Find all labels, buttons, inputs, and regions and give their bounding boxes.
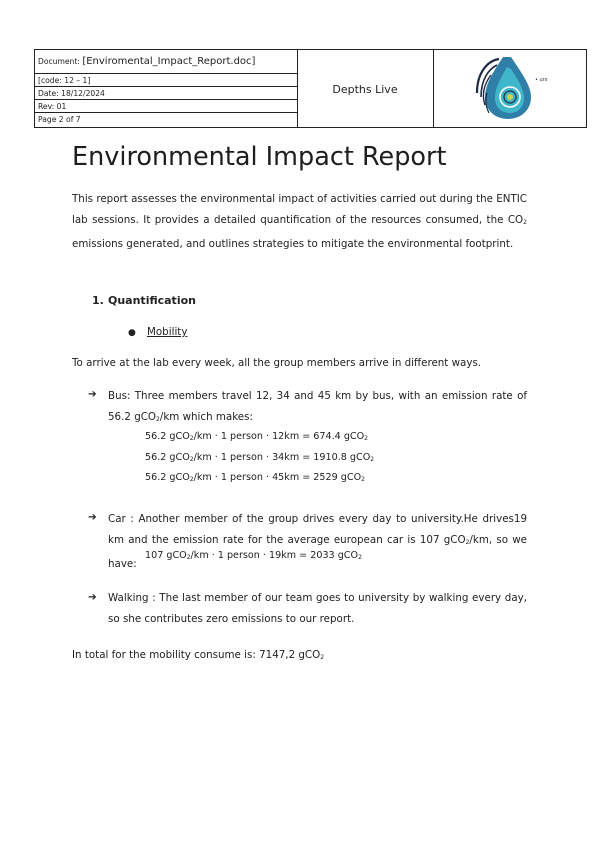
calc-subscript: 2 xyxy=(189,456,194,463)
arrow-icon: ➔ xyxy=(88,388,97,400)
calc-part: 107 gCO xyxy=(145,550,187,561)
mobility-intro: To arrive at the lab every week, all the group members arrive in different ways. xyxy=(72,357,482,369)
total-subscript: 2 xyxy=(320,654,325,661)
document-header-table xyxy=(34,49,587,128)
mobility-total xyxy=(72,649,324,661)
bus-paragraph xyxy=(108,386,527,431)
document-name: [Enviromental_Impact_Report.doc] xyxy=(82,56,256,67)
arrow-icon: ➔ xyxy=(88,591,97,603)
car-paragraph xyxy=(108,509,527,575)
bus-text-end: /km which makes: xyxy=(159,411,253,424)
calc-subscript: 2 xyxy=(370,456,375,463)
document-revision: Rev: 01 xyxy=(35,100,297,113)
bus-calculation xyxy=(145,472,365,483)
calc-part: /km · 1 person · 34km = 1910.8 gCO xyxy=(193,452,371,463)
organization-column xyxy=(297,50,434,127)
intro-subscript: 2 xyxy=(523,219,527,227)
logo-column xyxy=(433,50,586,127)
car-calculation xyxy=(145,550,362,561)
section-title: Quantification xyxy=(108,294,196,307)
calc-subscript: 2 xyxy=(189,435,194,442)
page-title: Environmental Impact Report xyxy=(72,142,447,172)
calc-subscript: 2 xyxy=(358,554,362,561)
document-label: Document: xyxy=(38,57,83,66)
document-date: Date: 18/12/2024 xyxy=(35,87,297,100)
page-number: Page 2 of 7 xyxy=(38,115,81,124)
car-subscript: 2 xyxy=(465,539,470,547)
section-number: 1. xyxy=(92,294,104,307)
calc-subscript: 2 xyxy=(364,435,368,442)
subsection-label: Mobility xyxy=(147,326,188,338)
bus-subscript: 2 xyxy=(156,416,160,424)
organization-name: Depths Live xyxy=(332,83,398,96)
arrow-icon: ➔ xyxy=(88,511,97,523)
depths-live-logo-icon xyxy=(473,53,549,123)
subsection-bullet xyxy=(128,326,187,338)
calc-part: 56.2 gCO xyxy=(145,431,190,442)
bus-calculation xyxy=(145,452,374,463)
bullet-dot-icon: ● xyxy=(128,328,136,338)
walking-paragraph: Walking : The last member of our team goes to university by walking every day, so she contributes zero emissions to our report. xyxy=(108,592,527,626)
logo-text: • urx xyxy=(535,77,548,83)
total-text: In total for the mobility consume is: 7147,2 gCO xyxy=(72,649,321,661)
bus-calculation xyxy=(145,431,368,442)
calc-subscript: 2 xyxy=(189,476,194,483)
calc-part: /km · 1 person · 45km = 2529 gCO xyxy=(193,472,362,483)
car-text-start: Car : Another member of the group drives every day to university.He drives19 km and the emission rate for the average european car is 107 gCO xyxy=(108,513,527,547)
calc-subscript: 2 xyxy=(186,554,191,561)
document-name-cell xyxy=(35,50,297,74)
calc-part: /km · 1 person · 12km = 674.4 gCO xyxy=(193,431,365,442)
calc-part: 56.2 gCO xyxy=(145,452,190,463)
calc-part: /km · 1 person · 19km = 2033 gCO xyxy=(190,550,359,561)
bus-text-start: Bus: Three members travel 12, 34 and 45 km by bus, with an emission rate of 56.2 gCO xyxy=(108,390,527,424)
section-heading xyxy=(92,294,196,307)
intro-text-start: This report assesses the environmental impact of activities carried out during the ENTIC lab sessions. It provides a detailed quantification of the resources consumed, the CO xyxy=(72,193,527,227)
document-info-column xyxy=(35,50,298,127)
calc-part: 56.2 gCO xyxy=(145,472,190,483)
calc-subscript: 2 xyxy=(361,476,365,483)
intro-text-end: emissions generated, and outlines strategies to mitigate the environmental footprint. xyxy=(72,237,514,250)
car-text-end: /km, so we have: xyxy=(108,534,528,570)
document-code: [code: 12 – 1] xyxy=(35,74,297,87)
intro-paragraph xyxy=(72,189,527,255)
